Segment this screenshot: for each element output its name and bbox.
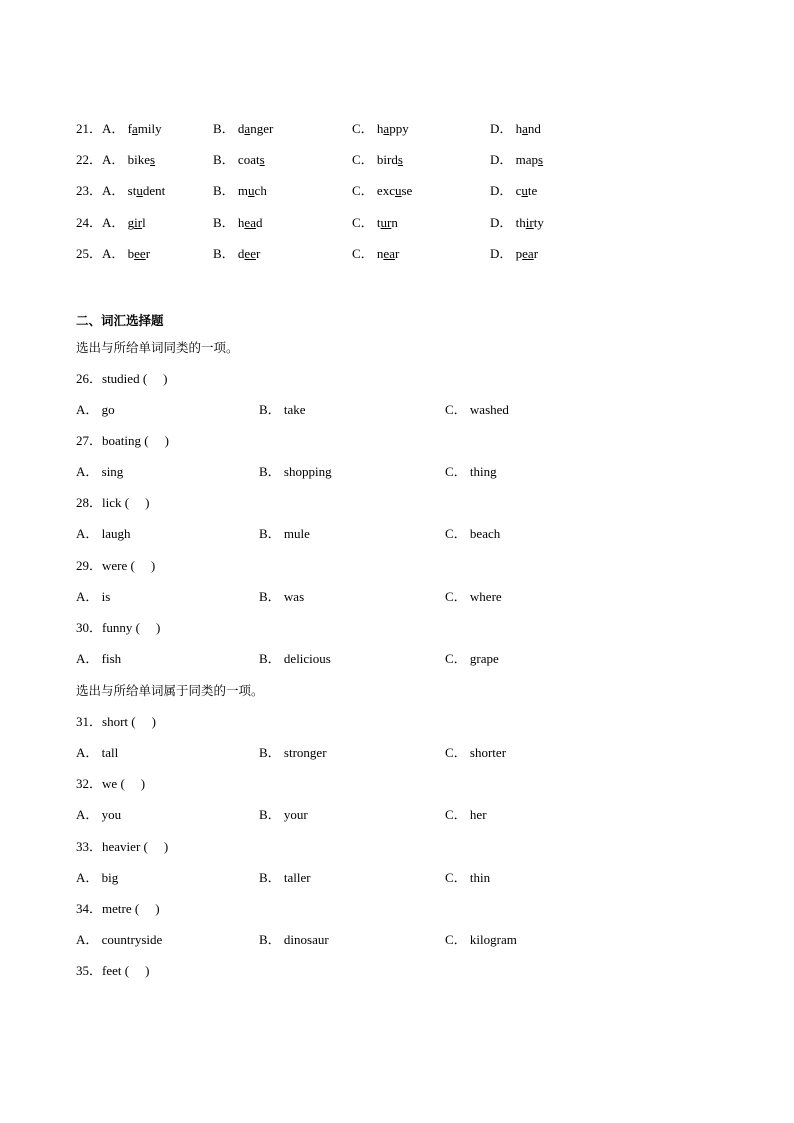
- question-number: 34．: [76, 901, 103, 916]
- option-b: B． dinosaur: [259, 932, 329, 947]
- paren-close: ): [155, 620, 161, 635]
- paren-open: (: [131, 714, 136, 729]
- paren-close: ): [163, 371, 168, 386]
- option-d: D． pear: [490, 246, 539, 261]
- question-number: 22．: [76, 152, 103, 167]
- option-b: B． mule: [259, 526, 310, 541]
- option-a: A． tall: [76, 745, 119, 760]
- paren-open: (: [143, 839, 148, 854]
- paren-open: (: [142, 371, 148, 386]
- question-number: 23．: [76, 183, 103, 198]
- option-b: B． shopping: [259, 464, 332, 479]
- question-stem-32: [76, 775, 145, 793]
- question-stem-31: [76, 713, 156, 731]
- option-a: A． bikes: [102, 152, 156, 167]
- question-number: 21．: [76, 121, 103, 136]
- option-d: D． thirty: [490, 215, 544, 230]
- question-stem-27: [76, 432, 169, 450]
- question-stem-33: [76, 838, 168, 856]
- paren-close: ): [155, 901, 160, 916]
- question-stem-28: [76, 494, 149, 512]
- option-a: A． family: [102, 121, 162, 136]
- option-a: A． girl: [102, 215, 146, 230]
- option-b: B． was: [259, 589, 305, 604]
- question-number: 32．: [76, 776, 103, 791]
- question-word: short: [102, 714, 129, 729]
- question-number: 29．: [76, 558, 103, 573]
- paren-open: (: [135, 620, 140, 635]
- paren-open: (: [120, 776, 125, 791]
- question-stem-29: [76, 557, 155, 575]
- option-a: A． big: [76, 870, 119, 885]
- option-b: B． stronger: [259, 745, 327, 760]
- paren-open: (: [124, 963, 130, 978]
- paren-close: ): [150, 558, 156, 573]
- option-b: B． deer: [213, 246, 261, 261]
- question-number: 27．: [76, 433, 103, 448]
- question-number: 26．: [76, 371, 103, 386]
- question-number: 33．: [76, 839, 103, 854]
- option-a: A． sing: [76, 464, 124, 479]
- question-word: we: [102, 776, 118, 791]
- paren-close: ): [163, 839, 169, 854]
- question-stem-34: [76, 900, 160, 918]
- option-b: B． danger: [213, 121, 274, 136]
- question-number: 30．: [76, 620, 103, 635]
- paren-open: (: [130, 558, 135, 573]
- paren-close: ): [164, 433, 169, 448]
- option-c: C． washed: [445, 402, 509, 417]
- question-stem-30: [76, 619, 160, 637]
- option-b: B． delicious: [259, 651, 331, 666]
- question-number: 25．: [76, 246, 103, 261]
- option-b: B． take: [259, 402, 306, 417]
- option-c: C． turn: [352, 215, 398, 230]
- question-number: 35．: [76, 963, 103, 978]
- question-number: 28．: [76, 495, 103, 510]
- question-word: feet: [102, 963, 122, 978]
- option-b: B． coats: [213, 152, 265, 167]
- option-d: D． maps: [490, 152, 544, 167]
- option-a: A． is: [76, 589, 111, 604]
- option-c: C． thin: [445, 870, 491, 885]
- question-stem-35: [76, 962, 149, 980]
- option-c: C． happy: [352, 121, 409, 136]
- option-b: B． taller: [259, 870, 311, 885]
- option-a: A． countryside: [76, 932, 163, 947]
- question-stem-26: [76, 370, 168, 388]
- paren-close: ): [145, 963, 150, 978]
- option-c: C． near: [352, 246, 400, 261]
- option-b: B． much: [213, 183, 267, 198]
- instruction-2: 选出与所给单词属于同类的一项。: [76, 683, 264, 698]
- paren-close: ): [151, 714, 156, 729]
- question-word: metre: [102, 901, 132, 916]
- option-c: C． shorter: [445, 745, 507, 760]
- question-number: 24．: [76, 215, 103, 230]
- option-c: C． grape: [445, 651, 499, 666]
- option-d: D． cute: [490, 183, 538, 198]
- question-word: studied: [102, 371, 140, 386]
- option-a: A． fish: [76, 651, 122, 666]
- option-a: A． you: [76, 807, 122, 822]
- paren-close: ): [145, 495, 150, 510]
- option-c: C． beach: [445, 526, 501, 541]
- paren-open: (: [134, 901, 140, 916]
- question-word: funny: [102, 620, 133, 635]
- option-c: C． excuse: [352, 183, 413, 198]
- option-a: A． go: [76, 402, 115, 417]
- paren-open: (: [144, 433, 149, 448]
- question-word: boating: [102, 433, 142, 448]
- option-b: B． your: [259, 807, 308, 822]
- option-b: B． head: [213, 215, 263, 230]
- paren-close: ): [140, 776, 146, 791]
- question-word: were: [102, 558, 128, 573]
- paren-open: (: [124, 495, 130, 510]
- option-c: C． kilogram: [445, 932, 517, 947]
- question-number: 31．: [76, 714, 103, 729]
- option-c: C． her: [445, 807, 487, 822]
- option-c: C． thing: [445, 464, 497, 479]
- option-c: C． where: [445, 589, 502, 604]
- option-a: A． beer: [102, 246, 151, 261]
- option-d: D． hand: [490, 121, 541, 136]
- option-a: A． student: [102, 183, 166, 198]
- question-word: lick: [102, 495, 122, 510]
- instruction-1: 选出与所给单词同类的一项。: [76, 340, 239, 355]
- option-a: A． laugh: [76, 526, 131, 541]
- section-title: 二、词汇选择题: [76, 313, 164, 328]
- option-c: C． birds: [352, 152, 403, 167]
- question-word: heavier: [102, 839, 141, 854]
